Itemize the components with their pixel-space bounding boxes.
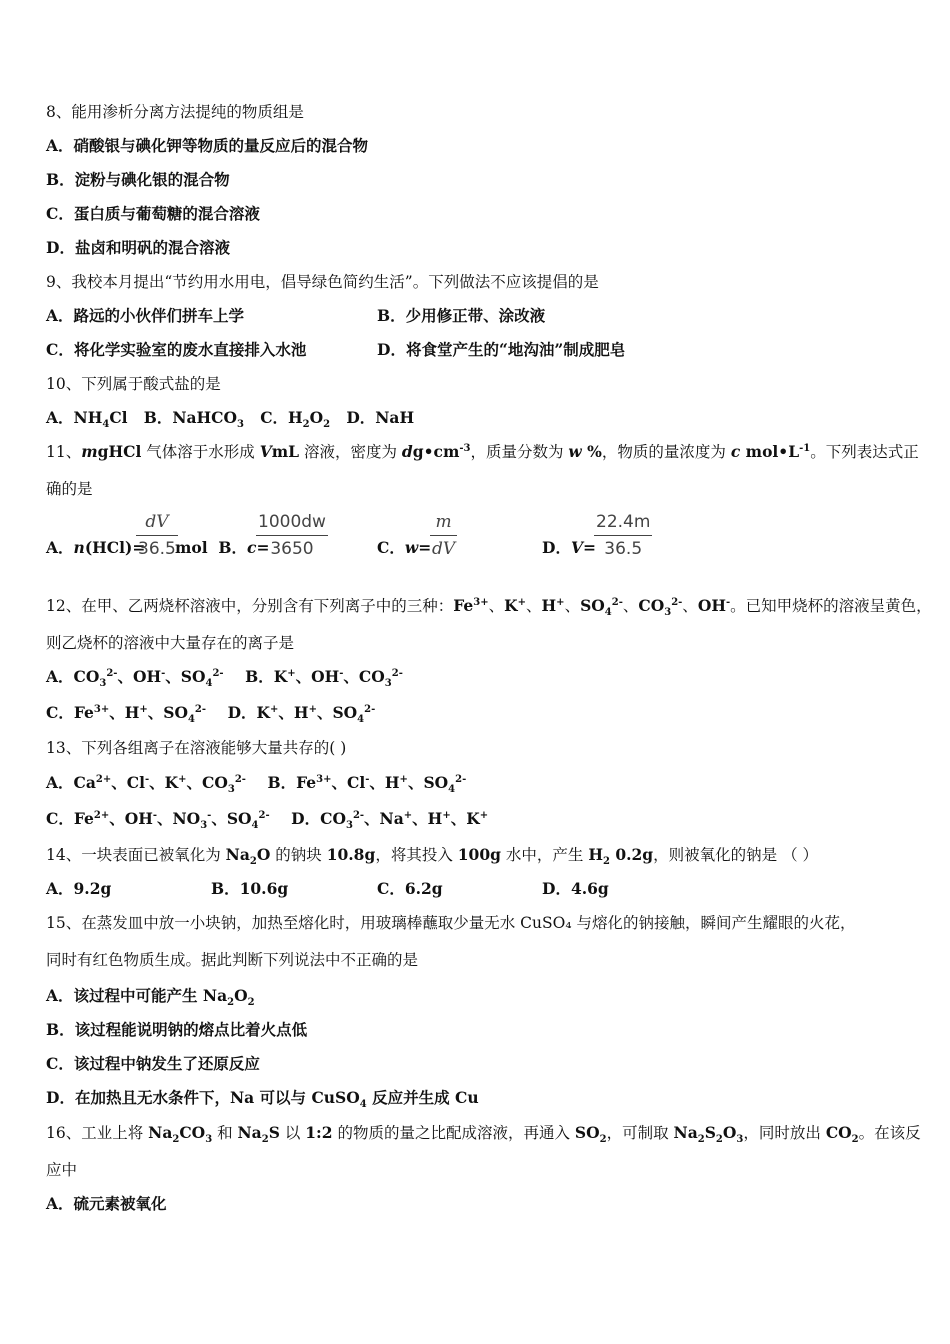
q14-option-b: B．10.6g — [211, 879, 289, 898]
q10-stem: 10、下列属于酸式盐的是 — [46, 375, 221, 393]
q11-stem-line2: 确的是 — [46, 480, 93, 498]
q11-fraction-c: m dV — [432, 512, 456, 559]
q8-stem: 8、能用渗析分离方法提纯的物质组是 — [46, 103, 304, 121]
q8-option-d: D．盐卤和明矾的混合溶液 — [46, 238, 230, 257]
q12-stem-line2: 则乙烧杯的溶液中大量存在的离子是 — [46, 634, 295, 652]
q9-option-b: B．少用修正带、涂改液 — [377, 306, 546, 325]
q14-stem: 14、一块表面已被氧化为 $Na_2O$ 的钠块 10.8g，将其投入 100g 水中，产生 $H_2$ 0.2g，则被氧化的钠是 （ ） — [46, 845, 818, 868]
q11-stem: 11、mgHCl 气体溶于水形成 VmL 溶液，密度为 $dg•cm^{-3}$，质量分数为 w %，物质的量浓度为 c $mol•L^{-1}$。下列表达式正 — [46, 442, 919, 461]
q9-option-a: A．路远的小伙伴们拼车上学 — [46, 306, 245, 325]
q11-option-a-label: A．n(HCl)= — [46, 538, 146, 557]
q8-option-a: A．硝酸银与碘化钾等物质的量反应后的混合物 — [46, 136, 369, 155]
q13-stem: 13、下列各组离子在溶液能够大量共存的( ) — [46, 739, 347, 757]
q9-stem: 9、我校本月提出“节约用水用电，倡导绿色简约生活”。下列做法不应该提倡的是 — [46, 273, 599, 291]
q9-option-c: C．将化学实验室的废水直接排入水池 — [46, 340, 307, 359]
q11-fraction-a: dV 36.5 — [138, 512, 176, 559]
q11-option-b-label: mol B．c= — [175, 538, 270, 557]
q11-option-c-label: C．w= — [377, 538, 432, 557]
q15-option-c: C．该过程中钠发生了还原反应 — [46, 1054, 260, 1073]
q15-option-a: A．该过程中可能产生 $Na_2O_2$ — [46, 986, 255, 1009]
q16-stem: 16、工业上将 $Na_2CO_3$ 和 $Na_2S$ 以 1:2 的物质的量之比配成溶液，再通入 $SO_2$，可制取 $Na_2S_2O_3$，同时放出 $CO_2$。在该反 — [46, 1123, 921, 1146]
q15-option-d: D．在加热且无水条件下，Na 可以与 CuSO$_4$ 反应并生成 Cu — [46, 1088, 479, 1111]
q16-stem-line2: 应中 — [46, 1161, 78, 1179]
q12-stem: 12、在甲、乙两烧杯溶液中，分别含有下列离子中的三种：$Fe^{3+}$、K+、H+、$SO_4^{2-}$、$CO_3^{2-}$、OH-。已知甲烧杯的溶液呈黄色， — [46, 596, 932, 619]
q11-fraction-b: 1000dw 3650 — [258, 512, 326, 559]
q8-option-c: C．蛋白质与葡萄糖的混合溶液 — [46, 204, 260, 223]
q14-option-d: D．4.6g — [542, 879, 609, 898]
q14-option-a: A．9.2g — [46, 879, 112, 898]
q9-option-d: D．将食堂产生的“地沟油”制成肥皂 — [377, 340, 626, 359]
q15-stem: 15、在蒸发皿中放一小块钠，加热至熔化时，用玻璃棒蘸取少量无水 CuSO₄ 与熔化的钠接触，瞬间产生耀眼的火花， — [46, 914, 856, 932]
q15-stem-line2: 同时有红色物质生成。据此判断下列说法中不正确的是 — [46, 951, 419, 969]
q15-option-b: B．该过程能说明钠的熔点比着火点低 — [46, 1020, 308, 1039]
q10-options: A．$NH_4Cl$ B．NaHCO$_3$ C．$H_2O_2$ D．NaH — [46, 408, 415, 431]
q14-option-c: C．6.2g — [377, 879, 443, 898]
q13-options-ab: A．$Ca^{2+}$、Cl-、K+、$CO_3^{2-}$ B．$Fe^{3+}$、Cl-、H+、$SO_4^{2-}$ — [46, 773, 467, 796]
q8-option-b: B．淀粉与碘化银的混合物 — [46, 170, 230, 189]
q11-fraction-d: 22.4m 36.5 — [596, 512, 651, 559]
q12-options-ab: A．$CO_3^{2-}$、OH-、$SO_4^{2-}$ B．K+、OH-、$CO_3^{2-}$ — [46, 667, 403, 690]
q12-options-cd: C．$Fe^{3+}$、H+、$SO_4^{2-}$ D．K+、H+、$SO_4^{2-}$ — [46, 703, 376, 726]
q13-options-cd: C．$Fe^{2+}$、OH-、$NO_3^-$、$SO_4^{2-}$ D．$CO_3^{2-}$、Na+、H+、K+ — [46, 809, 489, 832]
q16-option-a: A．硫元素被氧化 — [46, 1194, 167, 1213]
q11-option-d-label: D．V= — [542, 538, 596, 557]
